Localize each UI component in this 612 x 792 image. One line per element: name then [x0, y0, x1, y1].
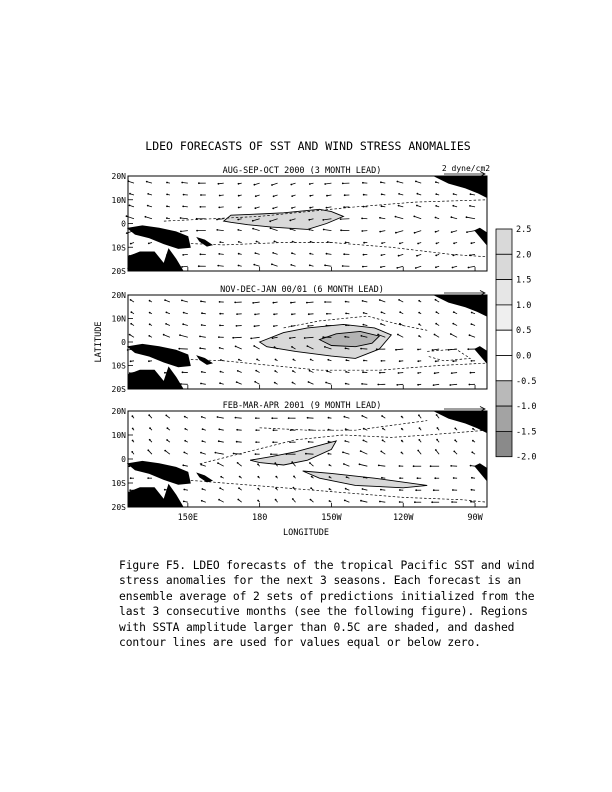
lat-tick-label: 10N [111, 195, 126, 205]
colorbar-label: 1.5 [516, 275, 532, 286]
map-panel [112, 165, 487, 276]
wind-scale-label: 2 dyne/cm2 [441, 164, 491, 173]
colorbar-segment [496, 381, 512, 406]
colorbar-label: -1.5 [516, 427, 537, 438]
caption-line: ensemble average of 2 sets of predictions initialized from the [119, 589, 535, 603]
lat-tick-label: 0 [121, 455, 126, 464]
colorbar-label: -2.0 [516, 452, 537, 463]
lat-tick-label: 20N [111, 407, 126, 416]
y-axis-label: LATITUDE [94, 321, 104, 363]
lon-tick-label: 90W [467, 513, 483, 523]
figure-caption [119, 558, 535, 650]
lat-tick-label: 10N [111, 314, 126, 324]
colorbar-label: -1.0 [516, 402, 537, 413]
colorbar-label: 2.5 [516, 225, 532, 235]
lat-tick-label: 20N [111, 172, 126, 181]
colorbar [496, 225, 536, 463]
colorbar-label: 0.0 [516, 351, 532, 362]
map-panel [112, 400, 487, 523]
caption-line: Figure F5. LDEO forecasts of the tropical Pacific SST and wind [119, 559, 535, 572]
lat-tick-label: 10N [111, 431, 126, 440]
colorbar-segment [496, 431, 512, 456]
colorbar-segment [496, 229, 512, 254]
lat-tick-label: 20S [111, 385, 126, 394]
lat-tick-label: 10S [111, 479, 126, 488]
caption-line: last 3 consecutive months (see the following figure). Regions [119, 605, 528, 619]
colorbar-segment [496, 305, 512, 330]
x-axis-label: LONGITUDE [282, 528, 330, 538]
caption-line: stress anomalies for the next 3 seasons. Each forecast is an [119, 574, 522, 588]
map-panel [112, 284, 487, 394]
lat-tick-label: 20N [111, 291, 126, 300]
panel-title: AUG-SEP-OCT 2000 (3 MONTH LEAD) [222, 166, 382, 176]
lon-tick-label: 180 [251, 513, 268, 523]
colorbar-label: -0.5 [516, 376, 537, 387]
colorbar-segment [496, 406, 512, 431]
lat-tick-label: 10S [111, 243, 126, 253]
panel-title: FEB-MAR-APR 2001 (9 MONTH LEAD) [222, 401, 382, 411]
colorbar-segment [496, 254, 512, 279]
figure-title: LDEO FORECASTS OF SST AND WIND STRESS ANOMALIES [145, 139, 471, 153]
lat-tick-label: 20S [111, 503, 126, 512]
panel-title: NOV-DEC-JAN 00/01 (6 MONTH LEAD) [220, 285, 384, 295]
colorbar-segment [496, 330, 512, 355]
lon-tick-label: 150E [177, 513, 199, 523]
lat-tick-label: 0 [121, 338, 126, 347]
lat-tick-label: 0 [121, 219, 126, 229]
caption-line: with SSTA amplitude larger than 0.5C are shaded, and dashed [119, 620, 515, 634]
lon-tick-label: 150W [321, 513, 342, 523]
lat-tick-label: 10S [111, 361, 126, 371]
colorbar-label: 2.0 [516, 250, 532, 261]
colorbar-label: 1.0 [516, 300, 532, 311]
lon-tick-label: 120W [392, 513, 414, 523]
caption-line: contour lines are used for values equal or below zero. [119, 636, 481, 650]
colorbar-segment [496, 356, 512, 381]
colorbar-segment [496, 280, 512, 305]
lat-tick-label: 20S [111, 267, 126, 276]
colorbar-label: 0.5 [516, 326, 532, 337]
